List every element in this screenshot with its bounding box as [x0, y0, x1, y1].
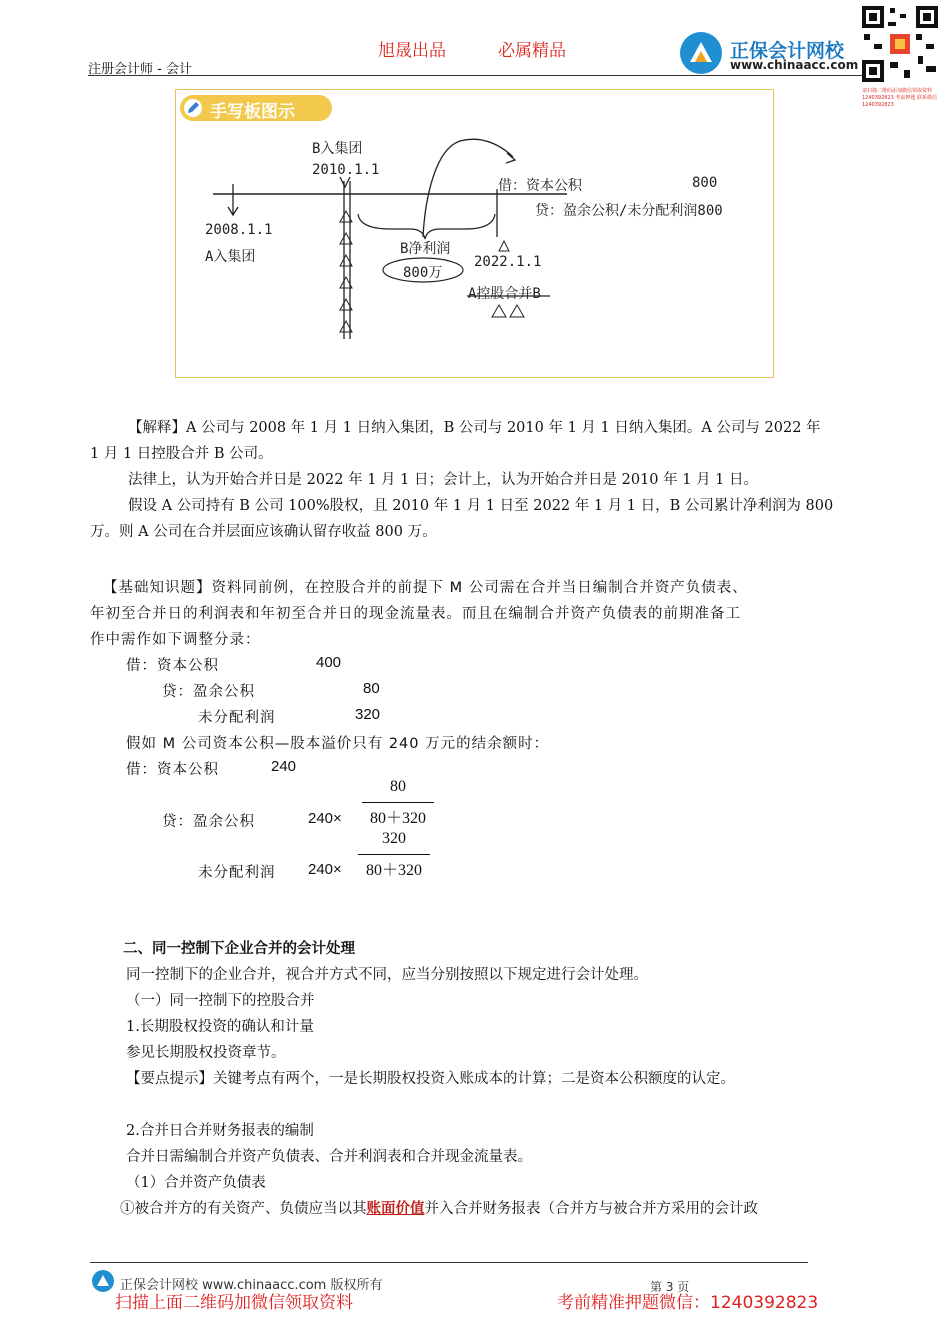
footer-copyright: 正保会计网校 www.chinaacc.com 版权所有 [120, 1278, 383, 1293]
b-join-label: B入集团 [312, 141, 363, 157]
a-join-date: 2008.1.1 [205, 222, 273, 238]
header-slogan-left: 旭晟出品 [378, 41, 446, 61]
combine-label: A控股合并B [468, 286, 541, 302]
entry1-amount: 400 [316, 654, 342, 671]
formula1-amount: 240 [271, 758, 297, 775]
b-join-date: 2010.1.1 [312, 162, 380, 178]
formula3-fraction-bar [358, 854, 430, 855]
entry2-amount: 80 [363, 680, 380, 697]
section2-tip: 【要点提示】关键考点有两个，一是长期股权投资入账成本的计算；二是资本公积额度的认定。 [126, 1071, 735, 1087]
formula3-label: 未分配利润 [198, 865, 276, 881]
basic-line2: 年初至合并日的利润表和年初至合并日的现金流量表。而且在编制合并资产负债表的前期准备工 [90, 606, 741, 622]
board-tab-label: 手写板图示 [210, 102, 295, 122]
header-slogan-right: 必属精品 [498, 41, 566, 61]
footer-promo-left: 扫描上面二维码加微信领取资料 [115, 1293, 353, 1313]
footer-page-number: 第 3 页 [650, 1280, 690, 1294]
entry3-amount: 320 [355, 706, 381, 723]
brand-title: 正保会计网校 [730, 40, 845, 62]
footer-logo-icon [92, 1270, 114, 1292]
basic-line3: 作中需作如下调整分录： [90, 632, 261, 648]
item2-text-post: 并入合并财务报表（合并方与被合并方采用的会计政 [424, 1201, 758, 1217]
b-profit-label: B净利润 [400, 241, 451, 257]
qr-code-icon [860, 4, 940, 84]
book-value-highlight: 账面价值 [366, 1200, 425, 1217]
assumption-line: 假如 M 公司资本公积—股本溢价只有 240 万元的结余额时： [126, 736, 550, 752]
formula3-denominator: 80＋320 [365, 862, 422, 879]
formula2-numerator: 80 [390, 778, 406, 795]
section2-intro: 同一控制下的企业合并，视合并方式不同，应当分别按照以下规定进行会计处理。 [126, 967, 648, 983]
brand-logo-icon [680, 32, 722, 74]
section2-title: 二、同一控制下企业合并的会计处理 [123, 941, 355, 957]
explanation-p3-line1: 假设 A 公司持有 B 公司 100%股权，且 2010 年 1 月 1 日至 2022 年 1 月 1 日，B 公司累计净利润为 800 [128, 498, 834, 514]
formula3-numerator: 320 [382, 830, 406, 847]
formula2-denominator: 80＋320 [369, 810, 426, 827]
board-debit-line: 借：资本公积 [498, 178, 582, 194]
item2-text-pre: ①被合并方的有关资产、负债应当以其 [120, 1201, 367, 1217]
section2-item2-paragraph [120, 1196, 758, 1222]
formula1-label: 借：资本公积 [126, 762, 219, 778]
combine-date: 2022.1.1 [474, 254, 542, 270]
qr-note: 请扫描二维码添加微信领取资料 1240392823 考前押题 联系微信 1240392823 [862, 88, 937, 108]
section2-item2-desc: 合并日需编制合并资产负债表、合并利润表和合并现金流量表。 [126, 1149, 532, 1165]
b-profit-value: 800万 [403, 265, 443, 281]
section2-item1: 1.长期股权投资的确认和计量 [126, 1019, 314, 1035]
entry1-label: 借：资本公积 [126, 658, 219, 674]
formula2-label: 贷：盈余公积 [162, 814, 255, 830]
formula2-prefix: 240× [308, 810, 342, 827]
footer-divider [90, 1262, 808, 1263]
board-credit-line: 贷：盈余公积/未分配利润800 [535, 203, 723, 219]
explanation-p2: 法律上，认为开始合并日是 2022 年 1 月 1 日；会计上，认为开始合并日是 2010 年 1 月 1 日。 [128, 472, 759, 488]
entry3-label: 未分配利润 [198, 710, 276, 726]
formula3-prefix: 240× [308, 861, 342, 878]
section2-sub1: （一）同一控制下的控股合并 [126, 993, 315, 1009]
a-join-label: A入集团 [205, 249, 256, 265]
header-divider [88, 75, 863, 76]
header-subject: 注册会计师 - 会计 [88, 62, 192, 77]
board-debit-amount: 800 [692, 175, 718, 191]
section2-item1-ref: 参见长期股权投资章节。 [126, 1045, 286, 1061]
section2-item2: 2.合并日合并财务报表的编制 [126, 1123, 314, 1139]
entry2-label: 贷：盈余公积 [162, 684, 255, 700]
basic-line1: 【基础知识题】资料同前例，在控股合并的前提下 M 公司需在合并当日编制合并资产负债表、 [103, 580, 748, 596]
explanation-p1-line2: 1 月 1 日控股合并 B 公司。 [90, 446, 273, 462]
explanation-p1-line1: 【解释】A 公司与 2008 年 1 月 1 日纳入集团，B 公司与 2010 年 1 月 1 日纳入集团。A 公司与 2022 年 [128, 420, 821, 436]
brand-url[interactable]: www.chinaacc.com [730, 58, 859, 72]
explanation-p3-line2: 万。则 A 公司在合并层面应该确认留存收益 800 万。 [90, 524, 437, 540]
footer-promo-right: 考前精准押题微信：1240392823 [557, 1293, 819, 1313]
section2-item2-sub: （1）合并资产负债表 [126, 1175, 266, 1191]
formula2-fraction-bar [362, 802, 434, 803]
